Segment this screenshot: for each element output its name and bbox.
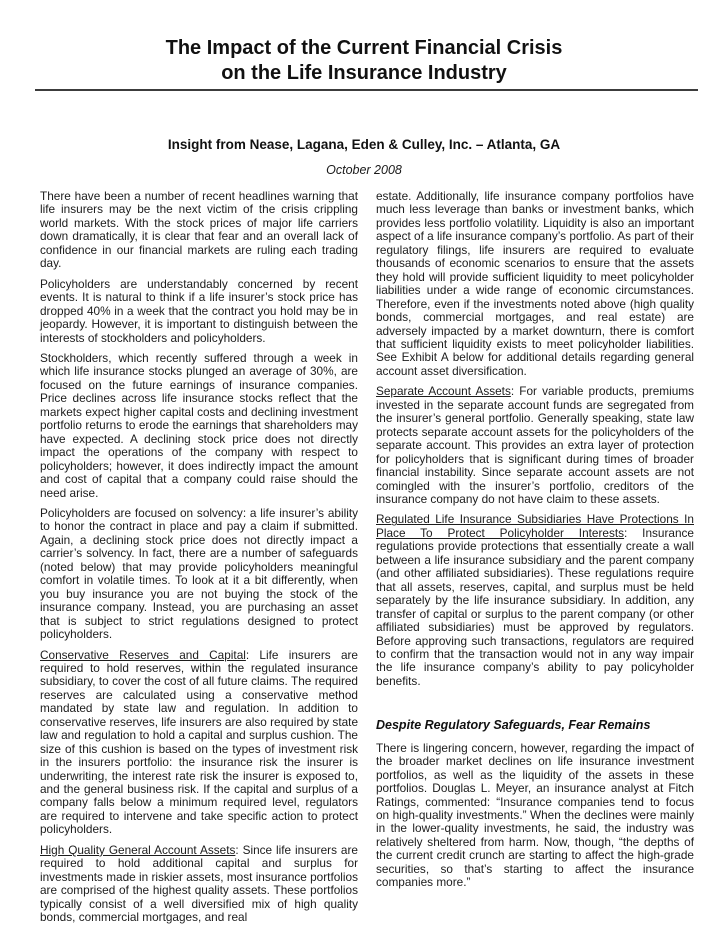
paragraph-general-account-assets: [40, 844, 358, 925]
paragraph-text: There have been a number of recent headlines warning that life insurers may be the next victim of the crisis crippling world markets. With the stock prices of major life carriers down dramatically, it is clear that fear and an overall lack of confidence in our financial markets are ruling each trading day.: [40, 189, 358, 271]
conservative-reserves-heading: Conservative Reserves and Capital: [40, 647, 246, 662]
paragraph-text: : Since life insurers are required to hold additional capital and surplus for investments made in riskier assets, most insurance portfolios are comprised of the highest quality assets. These portfolios typically consist of a well diversified mix of high quality bonds, commercial mortgages, and real: [40, 842, 358, 925]
document-subtitle: Insight from Nease, Lagana, Eden & Culley, Inc. – Atlanta, GA: [167, 137, 561, 152]
paragraph-lingering-concern: [376, 742, 694, 890]
regulated-subsidiaries-heading: Regulated Life Insurance Subsidiaries Have Protections In Place To Protect Policyholder Interests: [376, 512, 694, 540]
document-date: October 2008: [326, 163, 402, 177]
paragraph-text: estate. Additionally, life insurance company portfolios have much less leverage than banks or investment banks, which provides less portfolio volatility. Liquidity is also an important aspect of a life insurance company’s portfolio. As part of their regulatory filings, life insurers are required to evaluate thousands of economic scenarios to ensure that the assets they hold will provide sufficient liquidity to meet policyholder liabilities under a wide range of economic circumstances. Therefore, even if the investments noted above (high quality bonds, commercial mortgages, and real estate) are adversely impacted by a market downturn, there is comfort that sufficient liquidity exists to meet policyholder liabilities. See Exhibit A below for additional details regarding general account asset diversification.: [376, 189, 694, 378]
document-header: [0, 0, 728, 86]
document-subheader: [0, 91, 728, 177]
paragraph-separate-account-assets: [376, 385, 694, 506]
title-line-2: on the Life Insurance Industry: [221, 62, 507, 84]
paragraph-text: Policyholders are understandably concerned by recent events. It is natural to think if a life insurer’s stock price has dropped 40% in a week that the contract you hold may be in jeopardy. However, it is important to distinguish between the interests of stockholders and policyholders.: [40, 276, 358, 345]
paragraph-conservative-reserves: [40, 649, 358, 837]
paragraph-text: : Insurance regulations provide protections that essentially create a wall between a life insurance subsidiary and the parent company (and other affiliated subsidiaries). These regulations require that all assets, reserves, capital, and surplus must be held separately by the life insurance subsidiary. In addition, any transfer of capital or surplus to the parent company (or other affiliated subsidiaries) must be approved by regulators. Before approving such transactions, regulators are required to confirm that the transaction would not in any way impair the life insurance company’s ability to pay policyholder benefits.: [376, 525, 694, 688]
left-column: [40, 190, 358, 932]
section-heading-fear-remains: Despite Regulatory Safeguards, Fear Remains: [376, 718, 651, 733]
general-account-assets-heading: High Quality General Account Assets: [40, 842, 236, 857]
paragraph-text: There is lingering concern, however, regarding the impact of the broader market declines on life insurance investment portfolios, as well as the liquidity of the assets in these portfolios. Douglas L. Meyer, an insurance analyst at Fitch Ratings, commented: “Insurance companies tend to focus on high-quality investments.” When the declines were mainly in the lower-quality investments, he said, the industry was relatively sheltered from harm. Now, though, “the depths of the current credit crunch are starting to affect the high-grade securities, so that’s starting to affect the insurance companies more.”: [376, 740, 694, 890]
right-column: [376, 190, 694, 932]
paragraph-recent-headlines: [40, 190, 358, 271]
title-line-1: The Impact of the Current Financial Crisis: [165, 37, 563, 59]
separate-account-assets-heading: Separate Account Assets: [376, 384, 511, 399]
paragraph-solvency: [40, 507, 358, 642]
paragraph-text: : For variable products, premiums invested in the separate account funds are segregated from the insurer’s general portfolio. Generally speaking, state law protects separate account assets for the policyholders of the separate account. This provides an extra layer of protection for policyholders that is significant during times of broader financial instability. Since separate account assets are not comingled with the insurer’s portfolio, creditors of the insurance company do not have claim to these assets.: [376, 384, 694, 506]
document-title: [0, 36, 728, 86]
paragraph-text: Policyholders are focused on solvency: a life insurer’s ability to honor the contract in place and pay a claim if submitted. Again, a declining stock price does not directly impact a carrier’s solvency. In fact, there are a number of safeguards (noted below) that may provide policyholders meaningful comfort in volatile times. To look at it a bit differently, when you buy insurance you are not buying the stock of the insurance company. Instead, you are purchasing an asset that is subject to strict regulations designed to protect policyholders.: [40, 505, 358, 642]
article-body: [40, 190, 694, 932]
paragraph-text: Stockholders, which recently suffered through a week in which life insurance stocks plunged an average of 30%, are focused on the future earnings of insurance companies. Price declines across life insurance stocks reflect that the markets expect higher capital costs and declining investment portfolio returns to erode the earnings that shareholders may have expected. A declining stock price does not directly impact the operations of the company with respect to policyholders; however, it does indirectly impact the amount and cost of capital that a company could raise should the need arise.: [40, 350, 358, 500]
paragraph-portfolio-liquidity: [376, 190, 694, 378]
paragraph-text: : Life insurers are required to hold reserves, within the regulated insurance subsidiary, to cover the cost of all future claims. The required reserves are calculated using a conservative method mandated by state law and regulation. In addition to conservative reserves, life insurers are also required by state law and regulation to hold a capital and surplus cushion. The size of this cushion is based on the types of investment risk in the insurers portfolio: the insurance risk the insurer is underwriting, the interest rate risk the insurer is exposed to, and the general business risk. If the capital and surplus of a company falls below a minimum required level, regulators are required to intervene and take specific action to protect policyholders.: [40, 647, 359, 837]
paragraph-policyholders-concerned: [40, 278, 358, 345]
paragraph-stockholders: [40, 352, 358, 500]
paragraph-regulated-subsidiaries: [376, 513, 694, 688]
